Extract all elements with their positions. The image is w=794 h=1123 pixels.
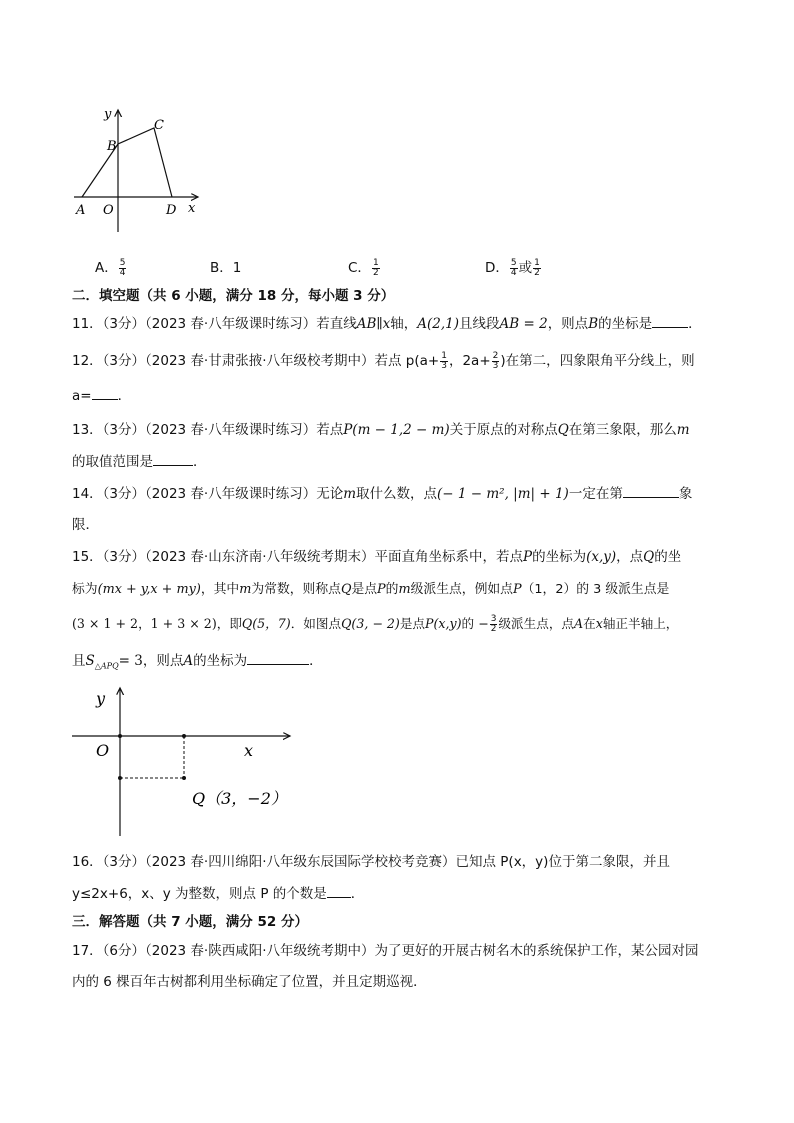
option-b: B．1 bbox=[210, 260, 242, 276]
y-axis-point bbox=[118, 776, 122, 780]
question-13-line-2: 的取值范围是 ． bbox=[72, 454, 207, 470]
question-15-line-3: (3 × 1 + 2，1 + 3 × 2)，即Q(5，7)．如图点Q(3, − 2)是点P(x,y)的 − $\frac{3}{2}$ 级派生点，点A在x轴正半轴上， bbox=[72, 614, 679, 634]
question-16-line-2: y≤2x+6，x、y 为整数，则点 P 的个数是 ． bbox=[72, 886, 365, 902]
answer-blank bbox=[247, 652, 309, 665]
answer-blank bbox=[652, 315, 688, 328]
section-2-title: 二．填空题（共 6 小题，满分 18 分，每小题 3 分） bbox=[72, 288, 395, 304]
point-c-label: C bbox=[154, 118, 164, 133]
origin-label: O bbox=[103, 203, 114, 218]
point-b-label: B bbox=[107, 139, 117, 154]
y-axis-label: y bbox=[96, 689, 106, 708]
question-11: 11．（3分）（2023 春·八年级课时练习）若直线AB∥x轴，A(2,1)且线段AB = 2，则点B的坐标是 ． bbox=[72, 316, 702, 332]
section-3-title: 三．解答题（共 7 小题，满分 52 分） bbox=[72, 914, 308, 930]
y-axis-label: y bbox=[104, 107, 112, 122]
question-12-line-2: a= ． bbox=[72, 388, 132, 404]
point-d-label: D bbox=[166, 203, 177, 218]
origin-point bbox=[118, 734, 122, 738]
x-axis-label: x bbox=[188, 201, 196, 216]
quadrilateral-abcd bbox=[82, 128, 172, 197]
point-q-label: Q（3，−2） bbox=[192, 789, 287, 808]
figure-point-q bbox=[66, 684, 306, 840]
question-14: 14．（3分）（2023 春·八年级课时练习）无论m取什么数，点(− 1 − m², |m| + 1)一定在第 象 bbox=[72, 486, 693, 502]
answer-blank bbox=[623, 485, 679, 498]
question-13: 13．（3分）（2023 春·八年级课时练习）若点P(m − 1,2 − m)关于原点的对称点Q在第三象限，那么m bbox=[72, 422, 690, 438]
option-a: A． $\frac{5}{4}$ bbox=[95, 257, 126, 278]
option-c: C． $\frac{1}{2}$ bbox=[348, 257, 379, 278]
x-axis-point bbox=[182, 734, 186, 738]
answer-blank bbox=[153, 453, 193, 466]
figure-quadrilateral bbox=[68, 104, 208, 236]
x-axis-label: x bbox=[244, 741, 254, 760]
answer-blank bbox=[327, 885, 351, 898]
option-d: D． $\frac{5}{4}$ 或 $\frac{1}{2}$ bbox=[485, 257, 540, 278]
answer-blank bbox=[92, 387, 118, 400]
question-15-line-4: 且$S_{\triangle APQ}= 3$，则点A的坐标为 ． bbox=[72, 653, 323, 671]
point-a-label: A bbox=[76, 203, 86, 218]
point-q bbox=[182, 776, 186, 780]
question-16: 16．（3分）（2023 春·四川绵阳·八年级东辰国际学校校考竞赛）已知点 P(x，y)位于第二象限，并且 bbox=[72, 854, 670, 870]
question-14-line-2: 限． bbox=[72, 517, 99, 533]
question-17: 17．（6分）（2023 春·陕西咸阳·八年级统考期中）为了更好的开展古树名木的系统保护工作，某公园对园 bbox=[72, 943, 699, 959]
question-17-line-2: 内的 6 棵百年古树都利用坐标确定了位置，并且定期巡视． bbox=[72, 974, 427, 990]
question-15-line-2: 标为(mx + y,x + my)，其中m为常数，则称点Q是点P的m级派生点，例如点P（1，2）的 3 级派生点是 bbox=[72, 582, 670, 597]
question-12: 12．（3分）（2023 春·甘肃张掖·八年级校考期中）若点 p(a+ $\frac{1}{3}$ ，2a+ $\frac{2}{3}$ )在第二，四象限角平分线上，则 bbox=[72, 350, 695, 371]
origin-label: O bbox=[96, 741, 110, 760]
question-15-line-1: 15．（3分）（2023 春·山东济南·八年级统考期末）平面直角坐标系中，若点P的坐标为(x,y)，点Q的坐 bbox=[72, 549, 682, 565]
